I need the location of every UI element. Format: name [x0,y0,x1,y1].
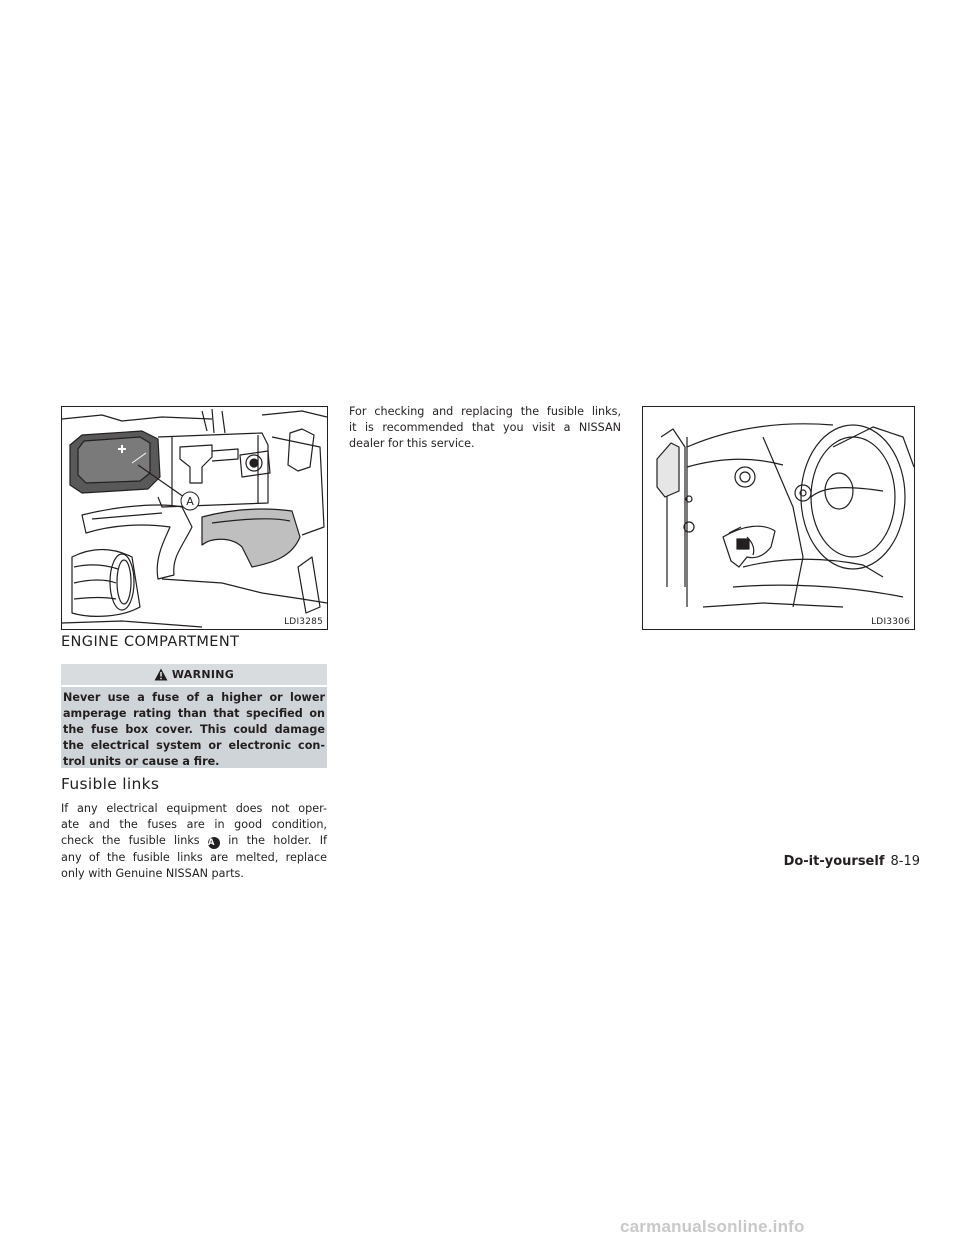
paragraph-line: any of the fusible links are melted, replace [61,850,327,864]
figure-code: LDI3306 [871,617,910,627]
paragraph-line: ate and the fuses are in good condition, [61,818,327,832]
page-footer [784,854,920,869]
paragraph-line [61,833,327,849]
warning-box [61,664,327,768]
warning-heading [61,664,327,685]
page-number: 8-19 [890,854,920,869]
paragraph-line: only with Genuine NISSAN parts. [61,866,244,880]
warning-line: the electrical system or electronic con- [63,739,325,752]
figure-code: LDI3285 [284,617,323,627]
paragraph-line: For checking and replacing the fusible links, [349,405,621,418]
warning-line: amperage rating than that specified on [63,707,325,720]
paragraph-text: in the holder. If [228,834,327,848]
callout-marker: A [208,837,220,849]
callout-label: A [186,495,194,508]
warning-line: trol units or cause a fire. [63,755,220,768]
engine-compartment-figure [61,406,328,630]
paragraph-line: If any electrical equipment does not oper- [61,802,327,815]
warning-icon [154,668,168,681]
warning-line: the fuse box cover. This could damage [63,723,325,736]
dashboard-illustration [643,407,914,629]
section-title: ENGINE COMPARTMENT [61,634,240,650]
fusible-links-paragraph [61,801,327,882]
paragraph-text: check the fusible links [61,834,200,848]
dashboard-figure [642,406,915,630]
footer-section: Do-it-yourself [783,854,885,869]
subsection-title: Fusible links [61,775,160,793]
watermark: carmanualsonline.info [620,1217,805,1236]
engine-compartment-illustration [62,407,327,629]
warning-line: Never use a fuse of a higher or lower [63,691,325,704]
service-paragraph [349,404,621,453]
warning-body [61,685,327,768]
warning-heading-label: WARNING [171,668,235,681]
paragraph-line: it is recommended that you visit a NISSAN [349,421,621,435]
paragraph-line: dealer for this service. [349,437,475,451]
